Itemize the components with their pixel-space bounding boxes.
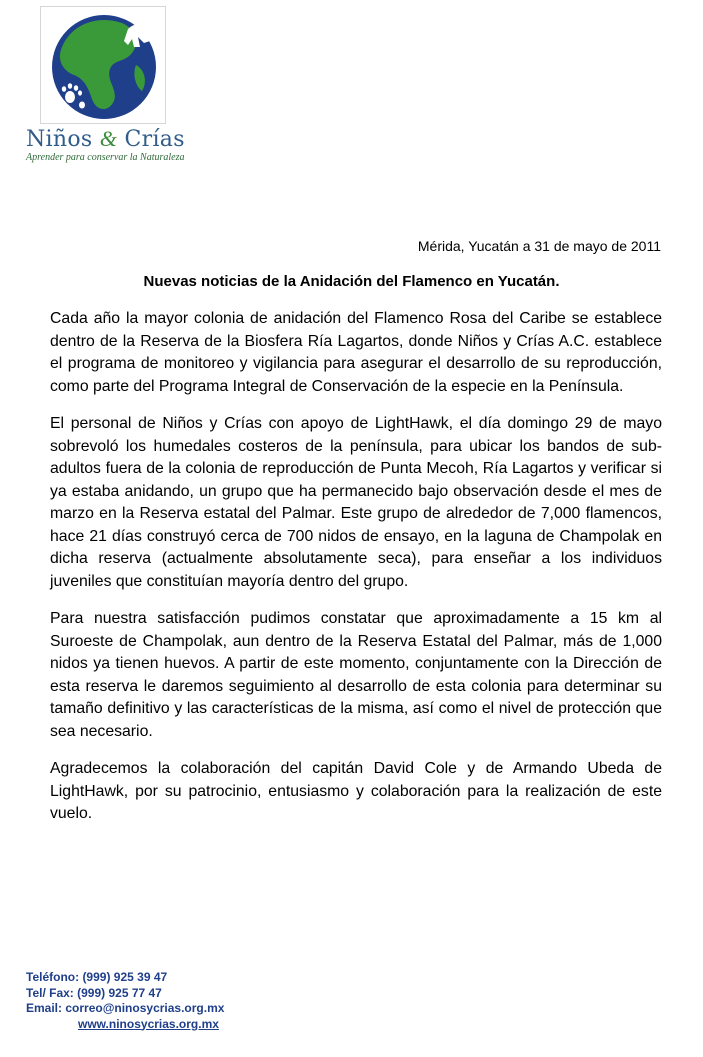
brand-name-part1: Niños [26,127,93,152]
contact-footer [26,970,224,1032]
brand-ampersand: & [99,126,118,151]
phone-line: Teléfono: (999) 925 39 47 [26,970,168,984]
globe-logo-icon [44,9,162,121]
paragraph: Para nuestra satisfacción pudimos constatar que aproximadamente a 15 km al Suroeste de Champolak, aun dentro de la Reserva Estatal del Palmar, más de 1,000 nidos ya tienen huevos. A partir de este momento, conjuntamente con la Dirección de esta reserva le daremos seguimiento al desarrollo de esta colonia para determinar su tamaño definitivo y las características de la misma, así como el nivel de protección que sea necesario. [50,610,662,740]
fax-line: Tel/ Fax: (999) 925 77 47 [26,985,162,1000]
letter-body [50,308,662,841]
website-link[interactable]: www.ninosycrias.org.mx [78,1016,219,1031]
paragraph: Cada año la mayor colonia de anidación del Flamenco Rosa del Caribe se establece dentro de la Reserva de la Biosfera Ría Lagartos, donde Niños y Crías A.C. establece el programa de monitoreo y vigilancia para asegurar el desarrollo de su reproducción, como parte del Programa Integral de Conservación de la especie en la Península. [50,310,662,395]
paragraph: El personal de Niños y Crías con apoyo de LightHawk, el día domingo 29 de mayo sobrevoló los humedales costeros de la península, para ubicar los bandos de sub-adultos fuera de la colonia de reproducción de Punta Mecoh, Ría Lagartos y verificar si ya estaba anidando, un grupo que ha permanecido bajo observación desde el mes de marzo en la Reserva estatal del Palmar. Este grupo de alrededor de 7,000 flamencos, hace 21 días construyó cerca de 700 nidos de ensayo, en la laguna de Champolak en dicha reserva (actualmente absolutamente seca), para enseñar a los individuos juveniles que constituían mayoría dentro del grupo. [50,415,662,590]
brand-block [26,127,226,163]
paragraph: Agradecemos la colaboración del capitán David Cole y de Armando Ubeda de LightHawk, por su patrocinio, entusiasmo y colaboración para la realización de este vuelo. [50,760,662,822]
brand-name [26,127,226,152]
letter-title: Nuevas noticias de la Anidación del Flamenco en Yucatán. [143,273,560,290]
date-line: Mérida, Yucatán a 31 de mayo de 2011 [417,238,661,254]
logo-frame [40,6,166,124]
email-line[interactable]: Email: correo@ninosycrias.org.mx [26,1001,225,1015]
brand-tagline: Aprender para conservar la Naturaleza [26,152,185,163]
brand-name-part2: Crías [124,127,185,152]
